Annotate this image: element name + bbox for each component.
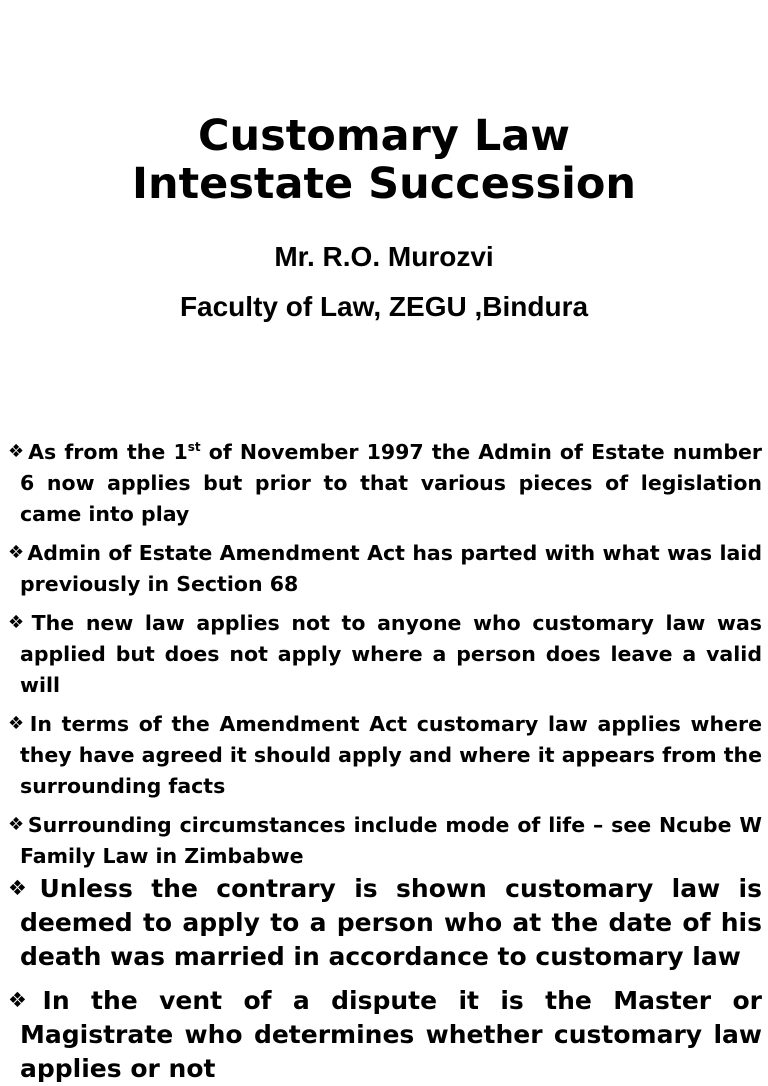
diamond-bullet-icon: ❖ bbox=[8, 441, 26, 462]
title-line-2: Intestate Succession bbox=[132, 159, 636, 209]
bullet-text: In terms of the Amendment Act customary law applies where they have agreed it should apply and where it appears from the surrounding facts bbox=[20, 712, 762, 798]
author-affiliation: Faculty of Law, ZEGU ,Bindura bbox=[179, 291, 589, 322]
ordinal-suffix: st bbox=[187, 440, 201, 454]
bullet-item bbox=[8, 437, 762, 530]
slide-subtitle bbox=[0, 232, 768, 332]
diamond-bullet-icon: ❖ bbox=[8, 713, 27, 734]
bullet-item bbox=[8, 872, 762, 974]
title-line-1: Customary Law bbox=[197, 111, 571, 161]
bullet-text: Admin of Estate Amendment Act has parted with what was laid previously in Section 68 bbox=[20, 541, 762, 596]
bullet-text: of November 1997 the Admin of Estate number 6 now applies but prior to that various pieces of legislation came into play bbox=[20, 440, 763, 526]
diamond-bullet-icon: ❖ bbox=[8, 612, 29, 633]
bullet-text: Surrounding circumstances include mode of life – see Ncube W Family Law in Zimbabwe bbox=[20, 813, 762, 868]
bullet-text: As from the 1 bbox=[28, 440, 188, 464]
bullet-text: The new law applies not to anyone who customary law was applied but does not apply where a person does leave a valid will bbox=[20, 611, 762, 697]
diamond-bullet-icon: ❖ bbox=[8, 876, 37, 900]
bullet-item bbox=[8, 538, 762, 600]
diamond-bullet-icon: ❖ bbox=[8, 542, 25, 563]
bullet-item bbox=[8, 709, 762, 802]
bullet-list bbox=[8, 437, 763, 1083]
bullet-text: In the vent of a dispute it is the Master or Magistrate who determines whether customary law applies or not bbox=[20, 986, 763, 1083]
diamond-bullet-icon: ❖ bbox=[8, 814, 25, 835]
bullet-item bbox=[8, 810, 762, 872]
bullet-item bbox=[8, 984, 762, 1086]
bullet-item bbox=[8, 608, 762, 701]
slide-title bbox=[0, 112, 768, 208]
author-name: Mr. R.O. Murozvi bbox=[274, 241, 494, 272]
bullet-text: Unless the contrary is shown customary law is deemed to apply to a person who at the date of his death was married in accordance to customary law bbox=[20, 874, 762, 971]
diamond-bullet-icon: ❖ bbox=[8, 988, 40, 1012]
